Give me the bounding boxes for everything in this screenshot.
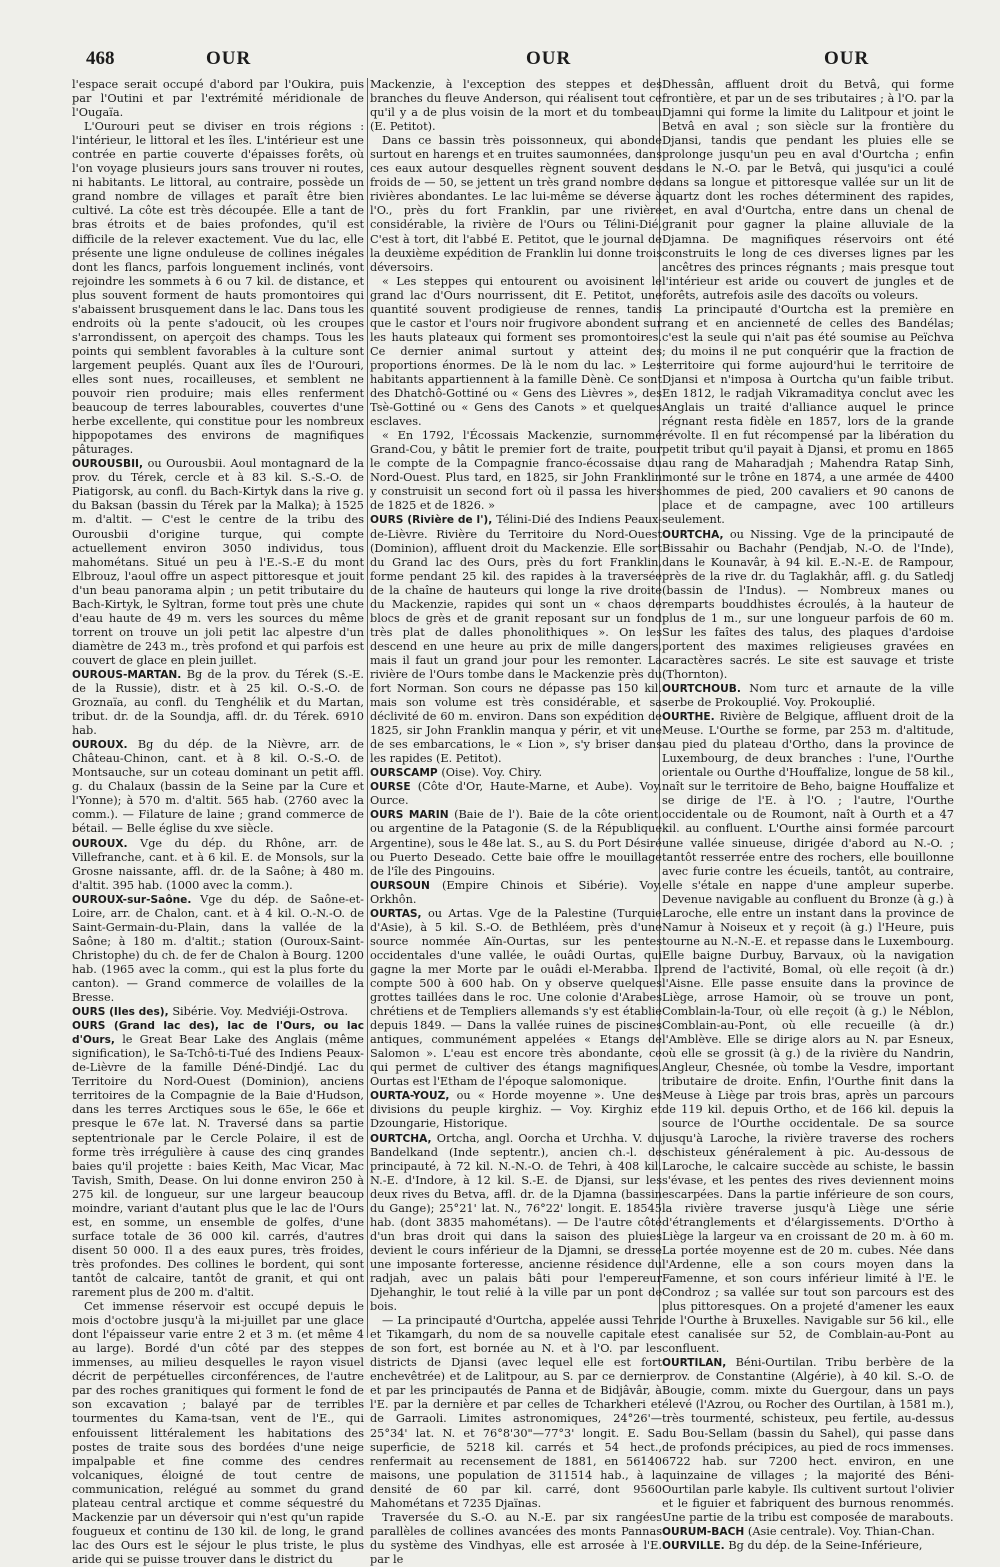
entry-text: Dans ce bassin très poissonneux, qui abonde surtout en harengs et en truites saumonnées, dans ces eaux autour desquelles règnent souvent des froids de — 50, se jettent un très grand nombre de rivières abondantes. Le lac lui-même se déverse à l'O., près du fort Franklin, par une rivière considérable, la rivière de l'Ours ou Télini-Dié. C'est à tort, dit l'abbé E. Petitot, que le journal de la deuxième expédition de Franklin lui donne trois déversoirs. [370, 134, 662, 274]
page-header [86, 48, 910, 72]
entry-text: Dhessân, affluent droit du Betvâ, qui forme frontière, et par un de ses tributaires ; à l'O. par la Djamni qui forme la limite du Lalitpour et joint le Betvâ en aval ; son siècle sur la frontière du Djansi, tandis que pendant les pluies elle se prolonge jusqu'un peu en aval d'Ourtcha ; enfin dans le N.-O. par le Betvâ, qui jusqu'ici a coulé dans sa longue et pittoresque vallée sur un lit de quartz dont les roches déterminent des rapides, et, en aval d'Ourtcha, entre dans un chenal de granit pour gagner la plaine alluviale de la Djamna. De magnifiques réservoirs ont été construits le long de ces diverses lignes par les ancêtres des princes régnants ; mais presque tout l'intérieur est aride ou couvert de jungles et de forêts, autrefois asile des dacoïts ou voleurs. [662, 78, 954, 302]
entry-headword: OURSOUN [370, 879, 442, 892]
entry-headword: OUROUSBII, [72, 458, 148, 471]
text-column-2 [370, 78, 663, 1566]
entry-text: Ortcha, angl. Oorcha et Urchha. V. du Bandelkand (Inde septentr.), ancien ch.-l. de principauté, à 72 kil. N.-N.-O. de Tehri, à 408 kil. N.-E. d'Indore, à 12 kil. S.-E. de Djansi, sur les deux rives du Betva, affl. dr. de la Djamna (bassin du Gange); 25°21' lat. N., 76°22' longit. E. 18545 hab. (dont 3835 mahométans). — De l'autre côté d'un bras droit qui dans la saison des pluies devient le cours inférieur de la Djamni, se dresse une imposante forteresse, ancienne résidence du radjah, avec un palais bâti pour l'empereur Djehanghir, le tout relié à la ville par un pont de bois. [370, 1131, 662, 1314]
entry-text: (Baie de l'). Baie de la côte orient. ou argentine de la Patagonie (S. de la République Argentine), sous le 48e lat. S., au S. du Port Désiré ou Puerto Deseado. Cette baie offre le mouillage de l'île des Pingouins. [370, 808, 663, 878]
entry-paragraph [370, 275, 662, 430]
entry-text: Bg de la prov. du Térek (S.-E. de la Russie), distr. et à 25 kil. O.-S.-O. de Groznaïa, au confl. du Tenghélik et du Martan, tribut. dr. de la Soundja, affl. dr. du Térek. 6910 hab. [72, 667, 364, 738]
entry-text: La principauté d'Ourtcha est la première en rang et en ancienneté de celles des Bandélas; c'est la seule qui n'ait pas été soumise au Peïchva ; du moins il ne put conquérir que la fraction de territoire qui forme aujourd'hui le territoire de Djansi et n'imposa à Ourtcha qu'un faible tribut. En 1812, le radjah Vikramaditya conclut avec les Anglais un traité d'alliance auquel le prince régnant resta fidèle en 1857, lors de la grande révolte. Il en fut récompensé par la libération du petit tribut qu'il payait à Djansi, et promu en 1865 au rang de Maharadjah ; Mahendra Ratap Sinh, monté sur le trône en 1874, a une armée de 4400 hommes de pied, 200 cavaliers et 90 canons de place et de campagne, avec 100 artilleurs seulement. [662, 302, 954, 527]
dictionary-entry [370, 1089, 662, 1131]
entry-paragraph [72, 1300, 364, 1567]
entry-paragraph [72, 120, 364, 457]
entry-text: (Côte d'Or, Haute-Marne, et Aube). Voy. Ource. [370, 780, 662, 808]
entry-text: Vge du dép. du Rhône, arr. de Villefranche, cant. et à 6 kil. E. de Monsols, sur la Grosne naissante, affl. dr. de la Saône; à 480 m. d'altit. 395 hab. (1000 avec la comm.). [72, 836, 364, 892]
entry-headword: OURTCHA, [662, 528, 730, 541]
entry-text: — La principauté d'Ourtcha, appelée aussi Tehri et Tikamgarh, du nom de sa nouvelle capitale et de son fort, est bornée au N. et à l'O. par les districts de Djansi (avec lequel elle est fort enchevêtrée) et de Lalitpour, au S. par ce dernier et par les principautés de Panna et de Bidjâvâr, à l'E. par la dernière et par celles de Tcharkheri et de Garraoli. Limites astronomiques, 24°26'—25°34' lat. N. et 76°8'30"—77°3' longit. E. Sa superficie, de 5218 kil. carrés et 54 hect., renfermait au recensement de 1881, en 56140 maisons, une population de 311514 hab., à la densité de 60 par kil. carré, dont 9560 Mahométans et 7235 Djaïnas. [370, 1314, 662, 1510]
page-number: 468 [86, 48, 115, 69]
dictionary-entry [370, 513, 662, 766]
dictionary-entry [662, 682, 954, 710]
entry-text: Traversée du S.-O. au N.-E. par six rangées parallèles de collines avancées des monts Pannas du système des Vindhyas, elle est arrosée à l'E. par le [370, 1510, 662, 1566]
dictionary-entry [662, 1539, 954, 1553]
entry-headword: OURS (Grand lac des), lac de l'Ours, ou lac d'Ours, [72, 1020, 364, 1047]
dictionary-entry [662, 528, 954, 683]
entry-text: Mackenzie, à l'exception des steppes et des branches du fleuve Anderson, qui réalisent tout ce qu'il y a de plus voisin de la mort et du tombeau (E. Petitot). [370, 78, 662, 134]
entry-text: (Oise). Voy. Chiry. [441, 766, 543, 780]
entry-text: (Asie centrale). Voy. Thian-Chan. [747, 1524, 935, 1538]
entry-paragraph [370, 1314, 662, 1511]
entry-text: ou Artas. Vge de la Palestine (Turquie d'Asie), à 5 kil. S.-O. de Bethléem, près d'une source nommée Aïn-Ourtas, sur les pentes occidentales d'une vallée, le ouâdi Ourtas, qui gagne la mer Morte par le ouâdi el-Merabba. Il compte 500 à 600 hab. On y observe quelques grottes taillées dans le roc. Une colonie d'Arabes chrétiens et de Templiers allemands s'y est établie depuis 1849. — Dans la vallée ruines de piscines antiques, communément appelées « Etangs de Salomon ». L'eau est encore très abondante, ce qui permet de cultiver des étangs magnifiques. Ourtas est l'Etham de l'époque salomonique. [370, 906, 662, 1089]
entry-text: ou Ourousbii. Aoul montagnard de la prov. du Térek, cercle et à 83 kil. S.-S.-O. de Piatigorsk, au confl. du Bach-Kirtyk dans la rive g. du Baksan (bassin du Térek par la Malka); à 1525 m. d'altit. — C'est le centre de la tribu des Ourousbii d'origine turque, qui compte actuellement environ 3050 individus, tous mahométans. Situé un peu à l'E.-S.-E du mont Elbrouz, l'aoul offre un aspect pittoresque et jouit d'un beau panorama alpin ; un petit tributaire du Bach-Kirtyk, le Syltran, forme tout près une chute d'eau haute de 49 m. vers les sources du même torrent on trouve un joli petit lac alpestre d'un diamètre de 243 m., très profond et qui parfois est couvert de glace en plein juillet. [72, 457, 364, 667]
entry-headword: OURTA-YOUZ, [370, 1090, 457, 1103]
entry-text: « En 1792, l'Écossais Mackenzie, surnommé Grand-Cou, y bâtit le premier fort de traite, pour le compte de la Compagnie franco-écossaise du Nord-Ouest. Plus tard, en 1825, sir John Franklin y construisit un second fort où il passa les hivers de 1825 et de 1826. » [370, 429, 662, 513]
entry-headword: OURS (Rivière de l'), [370, 514, 497, 527]
entry-headword: OUROUX. [72, 739, 138, 752]
entry-headword: OURTHE. [662, 711, 720, 724]
entry-headword: OURVILLE. [662, 1539, 729, 1552]
running-head-left: OUR [206, 48, 252, 69]
dictionary-entry [370, 1132, 662, 1315]
entry-headword: OURUM-BACH [662, 1525, 748, 1538]
dictionary-entry [370, 808, 662, 878]
entry-headword: OUROUX-sur-Saône. [72, 893, 201, 906]
entry-headword: OURTAS, [370, 907, 428, 920]
dictionary-entry [72, 738, 364, 836]
dictionary-entry [72, 893, 364, 1005]
entry-headword: OURS MARIN [370, 809, 455, 822]
entry-paragraph [370, 78, 662, 134]
dictionary-entry [662, 1356, 954, 1525]
dictionary-entry [370, 780, 662, 808]
entry-paragraph [370, 134, 662, 274]
entry-headword: OURS (Iles des), [72, 1006, 173, 1019]
entry-text: Bg du dép. de la Seine-Inférieure, [728, 1538, 923, 1552]
entry-headword: OURSE [370, 781, 418, 794]
column-divider [367, 78, 368, 1338]
entry-text: l'espace serait occupé d'abord par l'Oukira, puis par l'Outini et par l'extrémité méridionale de l'Ougaïa. [72, 78, 364, 120]
entry-text: L'Ourouri peut se diviser en trois régions : l'intérieur, le littoral et les îles. L'intérieur est une contrée en partie couverte d'épaisses forêts, où l'on voyage plusieurs jours sans trouver ni routes, ni habitants. Le littoral, au contraire, possède un grand nombre de villages et paraît être bien cultivé. La côte est très découpée. Elle a tant de bras étroits et de baies profondes, qu'il est difficile de la relever exactement. Vue du lac, elle présente une ligne onduleuse de collines inégales dont les flancs, parfois longuement inclinés, vont rejoindre les sommets à 6 ou 7 kil. de distance, et plus souvent forment de hauts promontoires qui s'abaissent brusquement dans le lac. Dans tous les endroits où la pente s'adoucit, où les croupes s'arrondissent, on aperçoit des champs. Tous les points qui semblent favorables à la culture sont largement peuplés. Quant aux îles de l'Ourouri, elles sont nues, rocailleuses, et semblent ne pouvoir rien produire; mais elles renferment beaucoup de terres labourables, couvertes d'une herbe excellente, qui constitue pour les nombreux hippopotames des environs de magnifiques pâturages. [72, 120, 364, 457]
dictionary-entry [72, 1019, 364, 1300]
entry-paragraph [370, 429, 662, 513]
dictionary-entry [370, 766, 662, 780]
entry-paragraph [370, 1511, 662, 1567]
dictionary-entry [662, 710, 954, 1356]
entry-text: le Great Bear Lake des Anglais (même signification), le Sa-Tchô-ti-Tué des Indiens Peaux-de-Lièvre de la famille Déné-Dindjé. Lac du Territoire du Nord-Ouest (Dominion), anciens territoires de la Compagnie de la Baie d'Hudson, dans les terres Arctiques sous le 65e, le 66e et presque le 67e lat. N. Traversé dans sa partie septentrionale par le Cercle Polaire, il est de forme très irrégulière à cause des cinq grandes baies qu'il projette : baies Keith, Mac Vicar, Mac Tavish, Smith, Dease. On lui donne environ 250 à 275 kil. de longueur, sur une largeur beaucoup moindre, variant d'autant plus que le lac de l'Ours est, en somme, un ensemble de golfes, d'une surface totale de 36 000 kil. carrés, d'autres disent 50 000. Il a des eaux pures, très froides, très profondes. Des collines le bordent, qui sont tantôt de calcaire, tantôt de granit, et qui ont rarement plus de 200 m. d'altit. [72, 1033, 364, 1300]
dictionary-entry [72, 837, 364, 893]
entry-text: Rivière de Belgique, affluent droit de la Meuse. L'Ourthe se forme, par 253 m. d'altitude, au pied du plateau d'Ortho, dans la province de Luxembourg, de deux branches : l'une, l'Ourthe orientale ou Ourthe d'Houffalize, longue de 58 kil., naît sur le territoire de Beho, baigne Houffalize et se dirige de l'E. à l'O. ; l'autre, l'Ourthe occidentale ou de Roumont, naît à Ourth et a 47 kil. au confluent. L'Ourthe ainsi formée parcourt une vallée sinueuse, dirigée d'abord au N.-O. ; tantôt resserrée entre des rochers, elle bouillonne avec furie contre les écueils, tantôt, au contraire, elle s'étale en nappe d'une ampleur superbe. Devenue navigable au confluent du Bronze (à g.) à Laroche, elle entre un instant dans la province de Namur à Noiseux et y reçoit (à g.) l'Heure, puis tourne au N.-N.-E. et repasse dans le Luxembourg. Elle baigne Durbuy, Barvaux, où la navigation prend de l'activité, Bomal, où elle reçoit (à dr.) l'Aisne. Elle passe ensuite dans la province de Liège, arrose Hamoir, où se trouve un pont, Comblain-la-Tour, où elle reçoit (à g.) le Néblon, Comblain-au-Pont, où elle recueille (à dr.) l'Amblève. Elle se dirige alors au N. par Esneux, où elle se grossit (à g.) de la rivière du Nandrin, Angleur, Chesnée, où tombe la Vesdre, important tributaire de droite. Enfin, l'Ourthe finit dans la Meuse à Liège par trois bras, après un parcours de 119 kil. depuis Ortho, et de 166 kil. depuis la source de l'Ourthe occidentale. De sa source jusqu'à Laroche, la rivière traverse des rochers schisteux généralement à pic. Au-dessous de Laroche, le calcaire succède au schiste, le bassin s'évase, et les pentes des rives deviennent moins escarpées. Dans la partie inférieure de son cours, la rivière traverse jusqu'à Liège une série d'étranglements et d'élargissements. D'Ortho à Liège la largeur va en croissant de 20 m. à 60 m. La portée moyenne est de 20 m. cubes. Née dans l'Ardenne, elle a son cours moyen dans la Famenne, et son cours inférieur limité à l'E. le Condroz ; sa vallée sur tout son parcours est des plus pittoresques. On a projeté d'amener les eaux de l'Ourthe à Bruxelles. Navigable sur 56 kil., elle est canalisée sur 52, de Comblain-au-Pont au confluent. [662, 710, 954, 1356]
entry-text: Sibérie. Voy. Medviéji-Ostrova. [172, 1005, 349, 1019]
entry-text: ou « Horde moyenne ». Une des divisions du peuple kirghiz. — Voy. Kirghiz et Dzoungarie, Historique. [370, 1089, 662, 1131]
text-column-1 [72, 78, 364, 1566]
dictionary-entry [662, 1525, 954, 1539]
running-head-middle: OUR [526, 48, 572, 69]
entry-text: « Les steppes qui entourent ou avoisinent le grand lac d'Ours nourrissent, dit E. Petitot, une quantité souvent prodigieuse de rennes, tandis que le castor et l'ours noir frugivore abondent sur les hauts plateaux qui forment ses promontoires. Ce dernier animal surtout y atteint des proportions énormes. De là le nom du lac. » Les habitants appartiennent à la famille Dènè. Ce sont des Dhatchô-Gottiné ou « Gens des Lièvres », des Tsè-Gottiné ou « Gens des Canots » et quelques esclaves. [370, 274, 662, 429]
entry-text: ou Nissing. Vge de la principauté de Bissahir ou Bachahr (Pendjab, N.-O. de l'Inde), dans le Kounavâr, à 94 kil. E.-N.-E. de Rampour, près de la rive dr. du Taglakhâr, affl. g. du Satledj (bassin de l'Indus). — Nombreux manes ou remparts bouddhistes écroulés, à la hauteur de plus de 1 m., sur une longueur parfois de 60 m. Sur les faîtes des talus, des plaques d'ardoise portent des maximes religieuses gravées en caractères sacrés. Le site est sauvage et triste (Thornton). [662, 527, 954, 681]
entry-text: Béni-Ourtilan. Tribu berbère de la prov. de Constantine (Algérie), à 40 kil. S.-O. de Bougie, comm. mixte du Guergour, dans un pays élevé (l'Azrou, ou Rocher des Ourtilan, à 1581 m.), très tourmenté, schisteux, peu fertile, au-dessus du Bou-Sellam (bassin du Sahel), qui passe dans de profonds précipices, au pied de rocs immenses. 6722 hab. sur 7200 hect. environ, en une quinzaine de villages ; la majorité des Béni-Ourtilan parle kabyle. Ils cultivent surtout l'olivier et le figuier et fabriquent des burnous renommés. Une partie de la tribu est composée de marabouts. [662, 1356, 954, 1524]
entry-headword: OURTCHOUB. [662, 683, 750, 696]
entry-headword: OUROUX. [72, 837, 141, 850]
text-column-3 [662, 78, 955, 1552]
dictionary-entry [370, 879, 662, 907]
entry-paragraph [662, 303, 954, 528]
dictionary-entry [72, 668, 364, 738]
entry-headword: OURSCAMP [370, 767, 442, 780]
dictionary-entry [72, 1005, 364, 1019]
entry-paragraph [662, 78, 954, 303]
entry-text: Nom turc et arnaute de la ville serbe de Prokouplié. Voy. Prokouplié. [662, 682, 955, 710]
entry-headword: OURTCHA, [370, 1132, 437, 1145]
entry-text: Vge du dép. de Saône-et-Loire, arr. de Chalon, cant. et à 4 kil. O.-N.-O. de Saint-Germain-du-Plain, dans la vallée de la Saône; à 180 m. d'altit.; station (Ouroux-Saint-Christophe) du ch. de fer de Chalon à Bourg. 1200 hab. (1965 avec la comm., qui est la plus forte du canton). — Grand commerce de volailles de la Bresse. [72, 892, 364, 1005]
running-head-right: OUR [824, 48, 870, 69]
entry-headword: OUROUS-MARTAN. [72, 668, 187, 681]
dictionary-entry [370, 907, 662, 1090]
entry-paragraph [72, 78, 364, 120]
entry-headword: OURTILAN, [662, 1357, 736, 1370]
entry-text: (Empire Chinois et Sibérie). Voy. Orkhôn. [370, 878, 663, 906]
entry-text: Cet immense réservoir est occupé depuis le mois d'octobre jusqu'à la mi-juillet par une glace dont l'épaisseur varie entre 2 et 3 m. (et même 4 au large). Bordé d'un côté par des steppes immenses, au milieu desquelles le rayon visuel décrit de perpétuelles circonférences, de l'autre par des roches granitiques qui forment le fond de son excavation ; balayé par de terribles tourmentes du Kama-tsan, vent de l'E., qui enfouissent littéralement les habitations des postes de traite sous des bordées d'une neige impalpable et fine comme des cendres volcaniques, éloigné de tout centre de communication, relégué au sommet du grand plateau central arctique et comme séquestré du Mackenzie par un déversoir qui n'est qu'un rapide fougueux et continu de 130 kil. de long, le grand lac des Ours est le séjour le plus triste, le plus aride qui se puisse trouver dans le district du [72, 1300, 364, 1566]
dictionary-entry [72, 457, 364, 668]
entry-text: Télini-Dié des Indiens Peaux-de-Lièvre. Rivière du Territoire du Nord-Ouest (Dominion), affluent droit du Mackenzie. Elle sort du Grand lac des Ours, près du fort Franklin, forme pendant 25 kil. des rapides à la traversée de la chaîne de hauteurs qui longe la rive droite du Mackenzie, rapides qui sont un « chaos de blocs de grès et de granit reposant sur un fond très plat de dalles phonolithiques ». On les descend en une heure au prix de mille dangers, mais il faut un grand jour pour les remonter. La rivière de l'Ours tombe dans le Mackenzie près du fort Norman. Son cours ne dépasse pas 150 kil. mais son volume est très considérable, et sa déclivité de 60 m. environ. Dans son expédition de 1825, sir John Franklin manqua y périr, et vit une de ses embarcations, le « Lion », s'y briser dans les rapides (E. Petitot). [370, 513, 662, 766]
entry-text: Bg du dép. de la Nièvre, arr. de Château-Chinon, cant. et à 8 kil. O.-S.-O. de Montsauche, sur un coteau dominant un petit affl. g. du Chalaux (bassin de la Seine par la Cure et l'Yonne); à 570 m. d'altit. 565 hab. (2760 avec la comm.). — Filature de laine ; grand commerce de bétail. — Belle église du xve siècle. [72, 738, 364, 836]
